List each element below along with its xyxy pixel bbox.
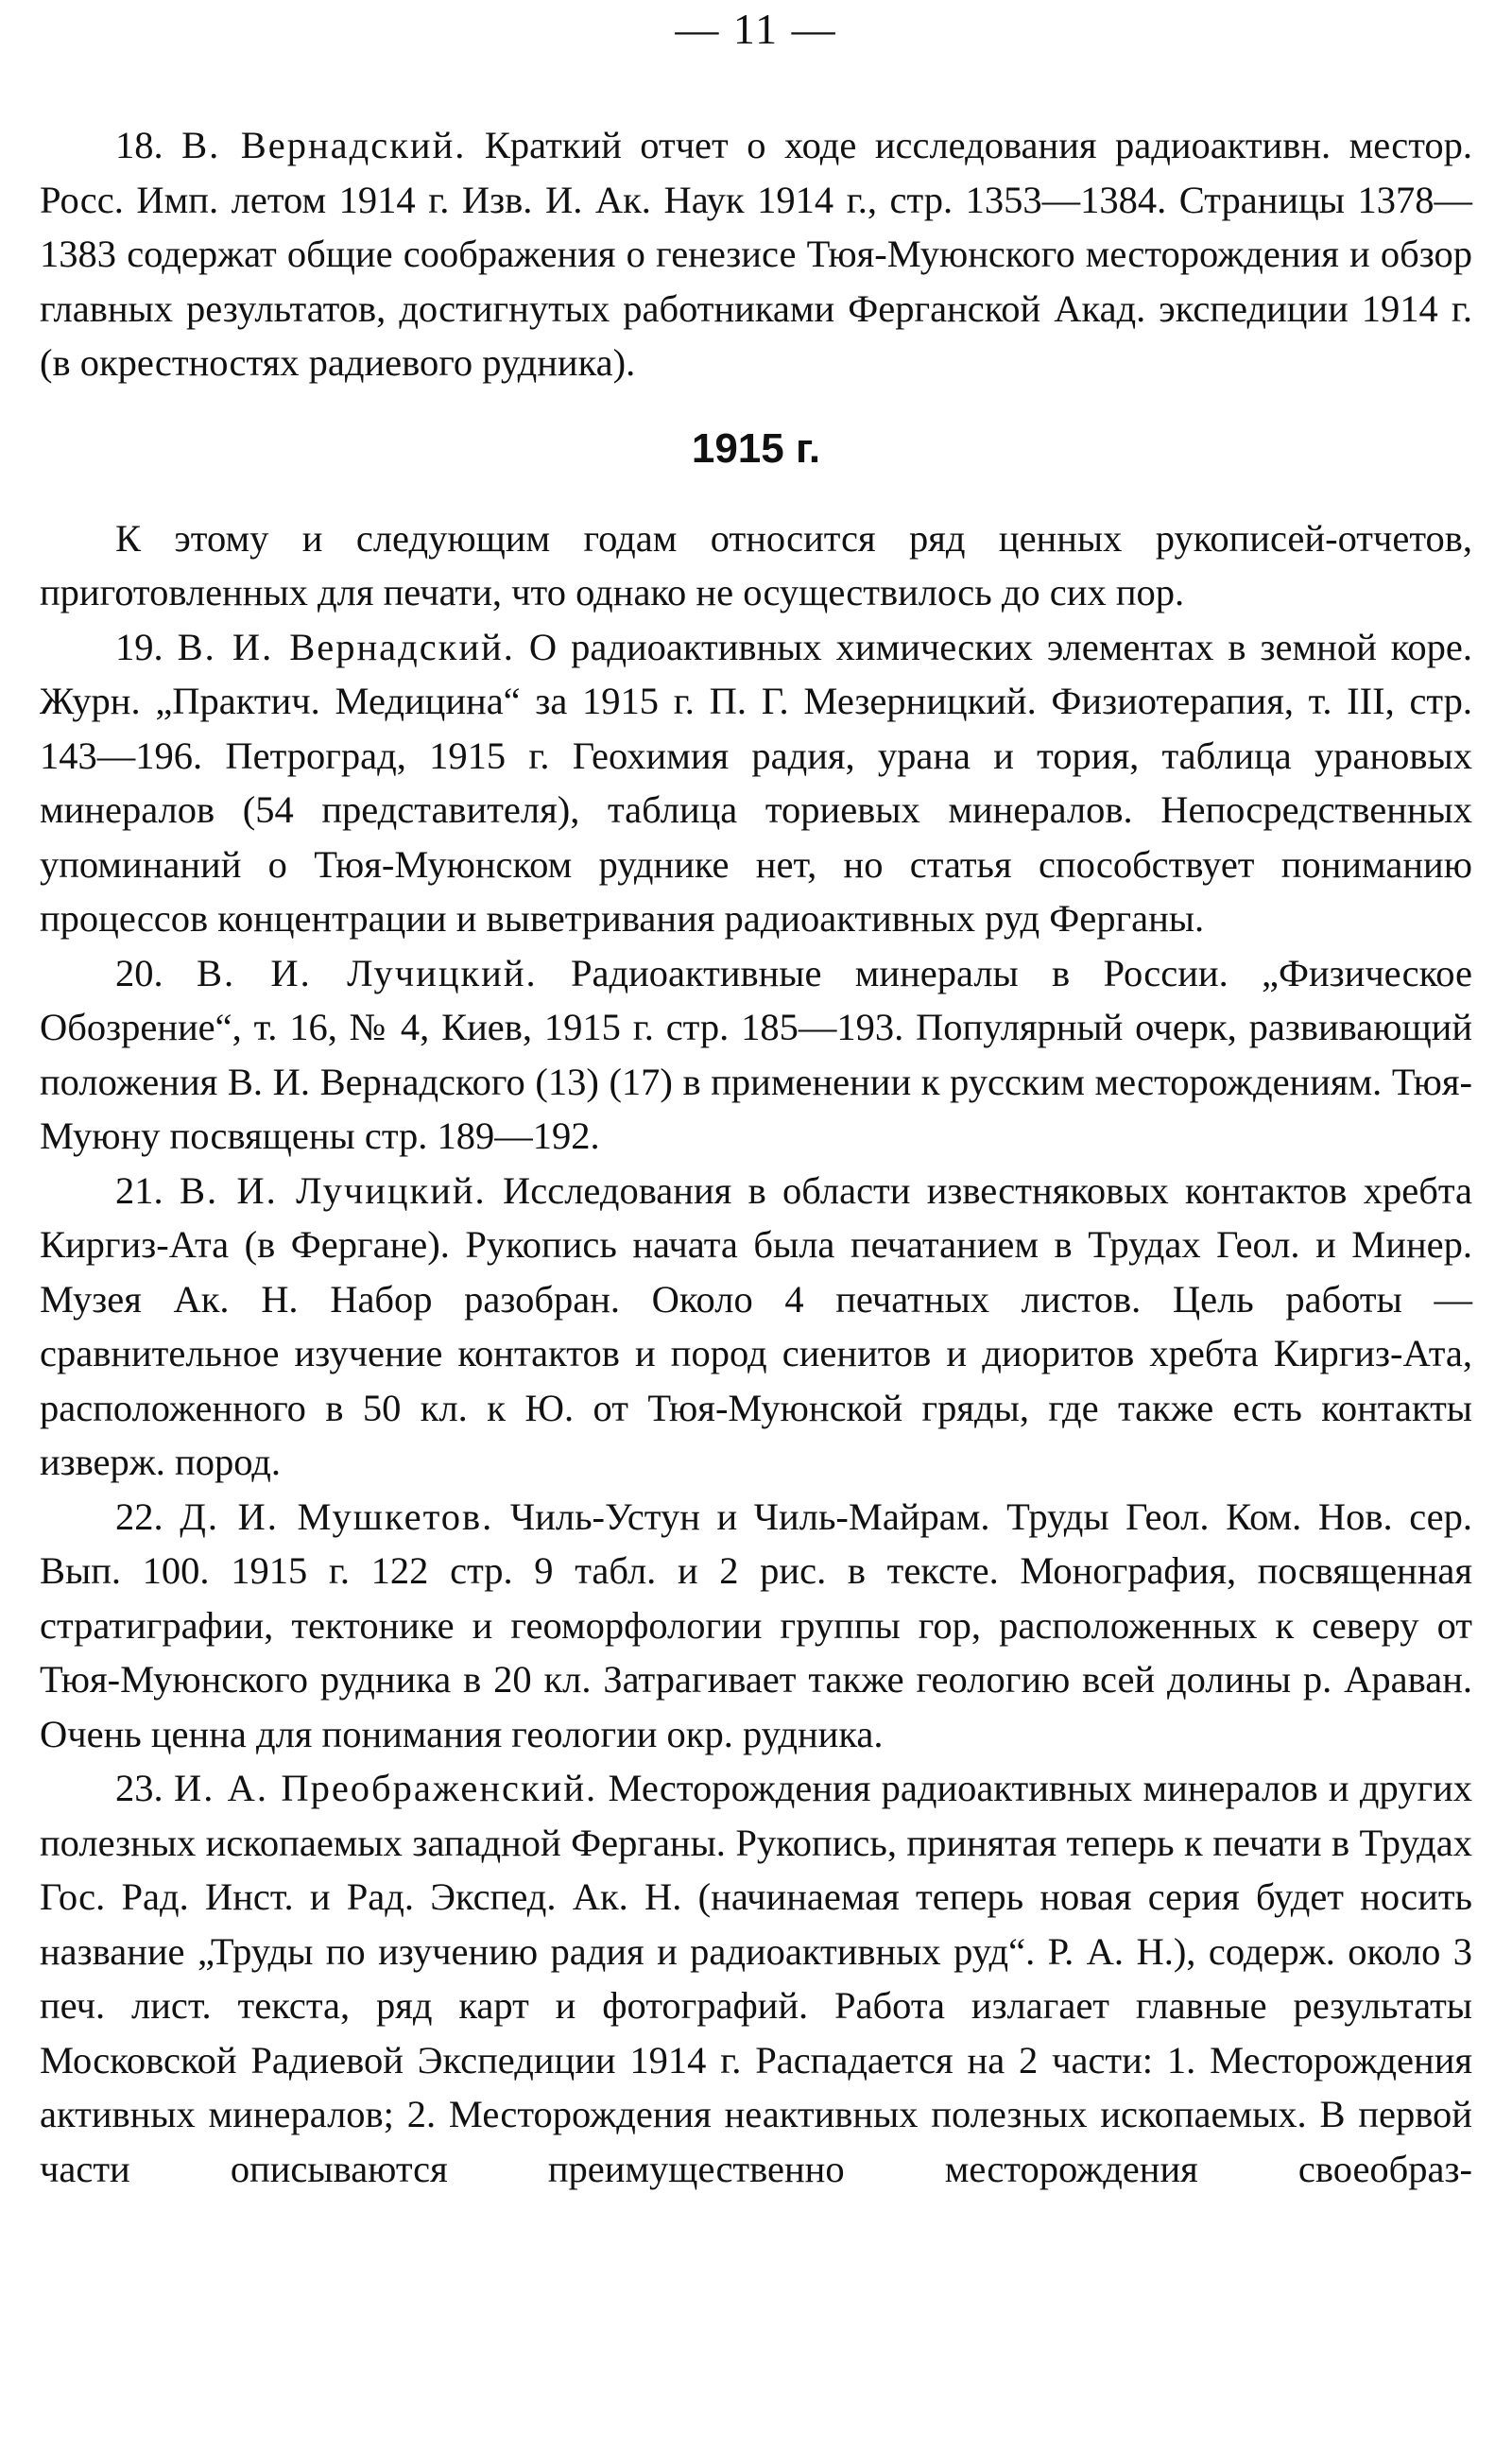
entry-author: В. И. Лучицкий. <box>196 951 538 994</box>
bibliography-entry-21 <box>40 1164 1472 1490</box>
year-heading: 1915 г. <box>691 424 821 472</box>
entry-text: Радиоактивные минералы в России. „Физическое Обозрение“, т. 16, № 4, Киев, 1915 г. стр. 185—193. Популярный очерк, развивающий положения В. И. Вернадского (13) (17) в применении к русским месторождениям. Тюя-Муюну посвящены стр. 189—192. <box>40 951 1472 1157</box>
document-page <box>40 0 1472 2453</box>
entry-text: Месторождения радиоактивных минералов и других полезных ископаемых западной Ферганы. Рукопись, принятая теперь к печати в Трудах Гос. Рад. Инст. и Рад. Экспед. Ак. Н. (начинаемая теперь новая серия будет носить название „Труды по изучению радия и радиоактивных руд“. Р. А. Н.), содерж. около 3 печ. лист. текста, ряд карт и фотографий. Работа излагает главные результаты Московской Радиевой Экспедиции 1914 г. Распадается на 2 части: 1. Месторождения активных минералов; 2. Месторождения неактивных полезных ископаемых. В первой части описываются преимущественно месторождения своеобраз- <box>40 1767 1473 2190</box>
entry-text: Краткий отчет о ходе исследования радиоактивн. местор. Росс. Имп. летом 1914 г. Изв. И. Ак. Наук 1914 г., стр. 1353—1384. Страницы 1378—1383 содержат общие соображения о генезисе Тюя-Муюнского месторождения и обзор главных результатов, достигнутых работниками Ферганской Акад. экспедиции 1914 г. (в окрестностях радиевого рудника). <box>40 124 1473 384</box>
entry-number: 23. <box>115 1767 163 1809</box>
entry-text: Исследования в области известняковых контактов хребта Киргиз-Ата (в Фергане). Рукопись начата была печатанием в Трудах Геол. и Минер. Музея Ак. Н. Набор разобран. Около 4 печатных листов. Цель работы — сравнительное изучение контактов и пород сиенитов и диоритов хребта Киргиз-Ата, расположенного в 50 кл. к Ю. от Тюя-Муюнской гряды, где также есть контакты изверж. пород. <box>40 1168 1473 1483</box>
entry-author: В. И. Лучицкий. <box>179 1168 487 1212</box>
entry-text: О радиоактивных химических элементах в земной коре. Журн. „Практич. Медицина“ за 1915 г. П. Г. Мезерницкий. Физиотерапия, т. III, стр. 143—196. Петроград, 1915 г. Геохимия радия, урана и тория, таблица урановых минералов (54 представителя), таблица ториевых минералов. Непосредственных упоминаний о Тюя-Муюнском руднике нет, но статья способствует пониманию процессов концентрации и выветривания радиоактивных руд Ферганы. <box>40 625 1473 940</box>
entry-author: И. А. Преображенский. <box>173 1767 598 1809</box>
entry-number: 21. <box>115 1168 163 1212</box>
year-intro-paragraph: К этому и следующим годам относится ряд ценных рукописей-отчетов, приготовленных для печати, что однако не осуществилось до сих пор. <box>40 516 1472 613</box>
entry-number: 22. <box>115 1494 163 1538</box>
entry-author: В. И. Вернадский. <box>177 625 515 668</box>
entry-number: 19. <box>115 625 163 668</box>
entry-author: Д. И. Мушкетов. <box>180 1494 494 1538</box>
bibliography-entry-23 <box>40 1761 1472 2196</box>
bibliography-entry-18 <box>40 118 1472 390</box>
bibliography-entry-22 <box>40 1490 1472 1762</box>
page-number: — 11 — <box>675 5 837 53</box>
entry-number: 18. <box>115 124 163 166</box>
bibliography-entry-19 <box>40 620 1472 946</box>
bibliography-entry-20 <box>40 946 1472 1164</box>
entry-text: Чиль-Устун и Чиль-Майрам. Труды Геол. Ком. Нов. сер. Вып. 100. 1915 г. 122 стр. 9 табл. и 2 рис. в тексте. Монография, посвященная стратиграфии, тектонике и геоморфологии группы гор, расположенных к северу от Тюя-Муюнского рудника в 20 кл. Затрагивает также геологию всей долины р. Араван. Очень ценна для понимания геологии окр. рудника. <box>40 1494 1473 1755</box>
entry-author: В. Вернадский. <box>181 124 467 166</box>
entry-number: 20. <box>115 951 163 994</box>
